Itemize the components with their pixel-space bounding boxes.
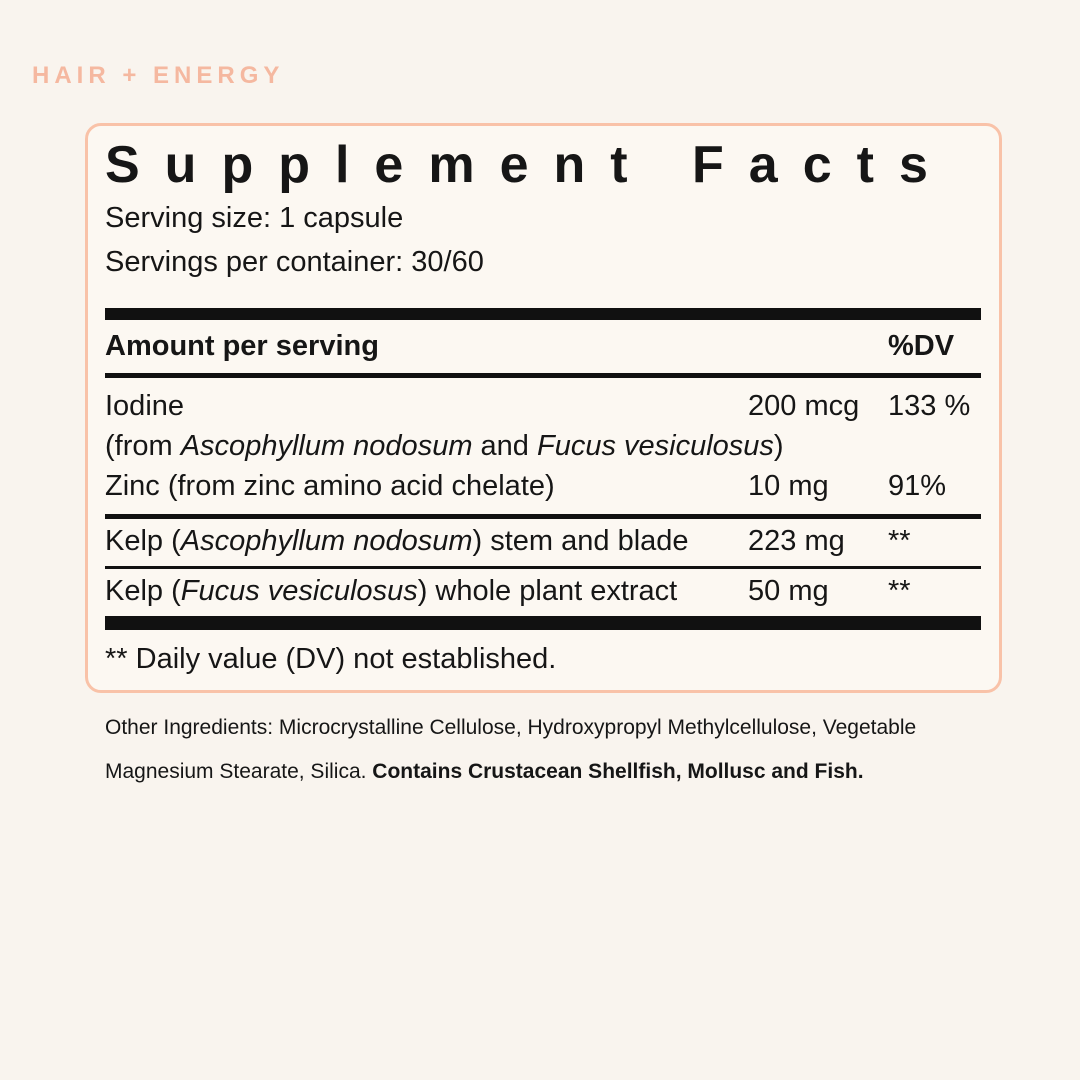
amount-header-spacer xyxy=(748,329,888,363)
other-ingredients xyxy=(105,706,1005,794)
nutrient-dv: ** xyxy=(888,575,911,607)
nutrient-amount: 10 mg xyxy=(748,470,829,502)
nutrient-name: Kelp (Ascophyllum nodosum) stem and blade xyxy=(105,525,689,557)
table-row-iodine-source xyxy=(105,426,981,466)
servings-per-container: Servings per container: 30/60 xyxy=(105,246,484,278)
other-ingredients-text: Other Ingredients: Microcrystalline Cellulose, Hydroxypropyl Methylcellulose, Vegetable Magnesium Stearate, Silica. xyxy=(105,716,917,783)
table-row-kelp-whole-plant xyxy=(105,569,981,616)
table-row-iodine xyxy=(105,378,981,426)
nutrient-name: Zinc (from zinc amino acid chelate) xyxy=(105,470,555,502)
dv-header: %DV xyxy=(888,330,955,362)
nutrient-dv: 133 % xyxy=(888,390,971,422)
dv-footnote: ** Daily value (DV) not established. xyxy=(105,643,557,675)
nutrient-amount: 223 mg xyxy=(748,525,845,557)
category-label: HAIR + ENERGY xyxy=(32,62,285,89)
table-rule-heavy-top xyxy=(105,308,981,320)
source-suffix: ) xyxy=(773,430,784,462)
panel-title: Supplement Facts xyxy=(105,136,953,194)
source-conjunction: and xyxy=(472,430,537,462)
amount-per-serving-header: Amount per serving xyxy=(105,330,379,362)
nutrient-name: Iodine xyxy=(105,390,185,422)
nutrient-dv: ** xyxy=(888,525,911,557)
species-name: Ascophyllum nodosum xyxy=(180,525,473,557)
nutrient-name: Kelp (Fucus vesiculosus) whole plant extract xyxy=(105,575,678,607)
table-rule-heavy-bottom xyxy=(105,616,981,630)
source-prefix: (from xyxy=(105,430,181,462)
table-row-kelp-stem xyxy=(105,519,981,566)
allergen-statement: Contains Crustacean Shellfish, Mollusc and Fish. xyxy=(372,760,864,783)
table-row-zinc xyxy=(105,466,981,514)
species-name: Fucus vesiculosus xyxy=(180,575,418,607)
serving-size: Serving size: 1 capsule xyxy=(105,202,404,234)
nutrient-amount: 200 mcg xyxy=(748,390,860,422)
spacer xyxy=(105,284,981,308)
nutrient-amount: 50 mg xyxy=(748,575,829,607)
nutrient-dv: 91% xyxy=(888,470,947,502)
table-header-row xyxy=(105,320,981,373)
species-name: Fucus vesiculosus xyxy=(536,430,774,462)
species-name: Ascophyllum nodosum xyxy=(180,430,473,462)
supplement-facts-panel xyxy=(85,123,1002,693)
